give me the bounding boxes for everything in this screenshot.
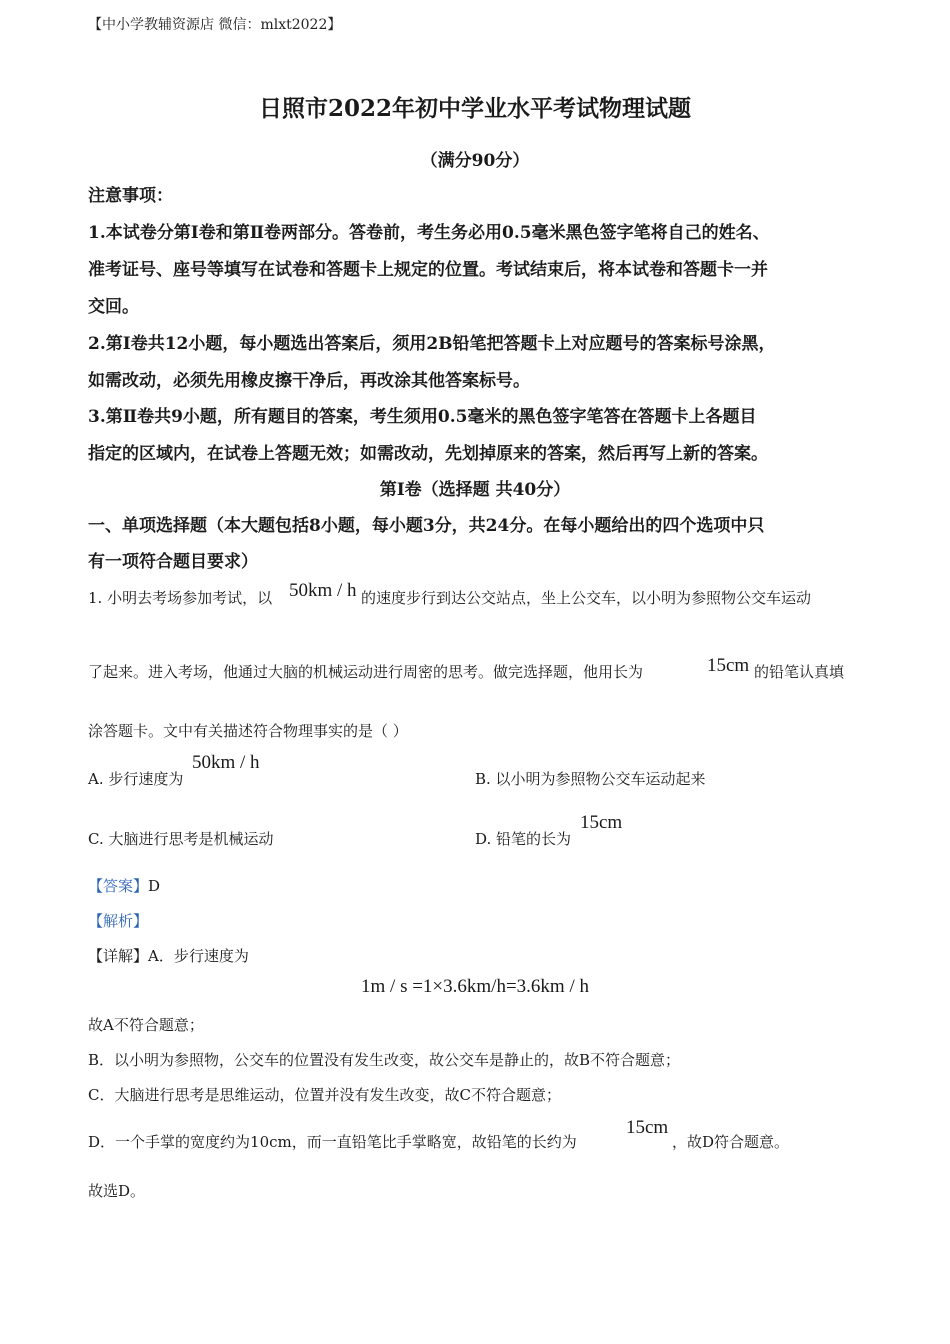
notice-line: 1.本试卷分第Ⅰ卷和第Ⅱ卷两部分。答卷前，考生务必用0.5毫米黑色签字笔将自己的姓名、 [88,223,770,243]
notice-line: 3.第Ⅱ卷共9小题，所有题目的答案，考生须用0.5毫米的黑色签字笔答在答题卡上各题目 [88,407,757,427]
part1-heading: 第Ⅰ卷（选择题 共40分） [379,480,571,500]
option-d: D. 铅笔的长为 [475,830,572,848]
detail-d-value: 15cm [626,1117,669,1138]
analysis-label: 【解析】 [88,912,149,930]
detail-intro: A．步行速度为 [148,947,249,965]
section1-heading: 一、单项选择题（本大题包括8小题，每小题3分，共24分。在每小题给出的四个选项中只 [88,516,765,536]
option-a-value: 50km / h [192,752,260,773]
question1-line2-end: 的铅笔认真填 [754,663,845,681]
question1-line2-start: 了起来。进入考场，他通过大脑的机械运动进行周密的思考。做完选择题，他用长为 [88,663,644,681]
question1-speed-value: 50km / h [289,580,357,601]
speed-conversion-equation: 1m / s =1×3.6km/h=3.6km / h [361,976,589,997]
question1-line1-start: 1. 小明去考场参加考试，以 [88,589,273,607]
page-title: 日照市2022年初中学业水平考试物理试题 [258,95,691,122]
answer-value: D [148,877,161,895]
option-b: B. 以小明为参照物公交车运动起来 [475,770,706,788]
question1-line1-end: 的速度步行到达公交站点，坐上公交车，以小明为参照物公交车运动 [361,589,812,607]
option-a: A. 步行速度为 [88,770,184,788]
option-c: C. 大脑进行思考是机械运动 [88,830,274,848]
header-note: 【中小学教辅资源店 微信：mlxt2022】 [88,17,342,33]
detail-a-conclusion: 故A不符合题意； [88,1016,204,1034]
notice-line: 交回。 [88,297,139,317]
notice-line: 如需改动，必须先用橡皮擦干净后，再改涂其他答案标号。 [88,371,530,391]
answer-row [88,875,160,896]
notice-line: 准考证号、座号等填写在试卷和答题卡上规定的位置。考试结束后，将本试卷和答题卡一并 [88,260,768,280]
answer-label: 【答案】 [88,877,149,895]
detail-c: C．大脑进行思考是思维运动，位置并没有发生改变，故C不符合题意； [88,1086,561,1104]
question1-length-value: 15cm [707,655,750,676]
section1-heading: 有一项符合题目要求） [88,552,258,572]
notice-line: 2.第Ⅰ卷共12小题，每小题选出答案后，须用2B铅笔把答题卡上对应题号的答案标号涂黑， [88,334,776,354]
question1-line3: 涂答题卡。文中有关描述符合物理事实的是（ ） [88,722,408,740]
page-subtitle: （满分90分） [420,151,530,171]
option-d-value: 15cm [580,812,623,833]
detail-intro-row [88,945,249,966]
detail-label: 【详解】 [88,947,149,965]
detail-d-start: D．一个手掌的宽度约为10cm，而一直铅笔比手掌略宽，故铅笔的长约为 [88,1133,577,1151]
notice-line: 指定的区域内，在试卷上答题无效；如需改动，先划掉原来的答案，然后再写上新的答案。 [88,444,768,464]
detail-d-end: ，故D符合题意。 [672,1133,790,1151]
final-answer: 故选D。 [88,1182,146,1200]
notice-heading: 注意事项： [88,186,173,206]
detail-b: B．以小明为参照物，公交车的位置没有发生改变，故公交车是静止的，故B不符合题意； [88,1051,681,1069]
